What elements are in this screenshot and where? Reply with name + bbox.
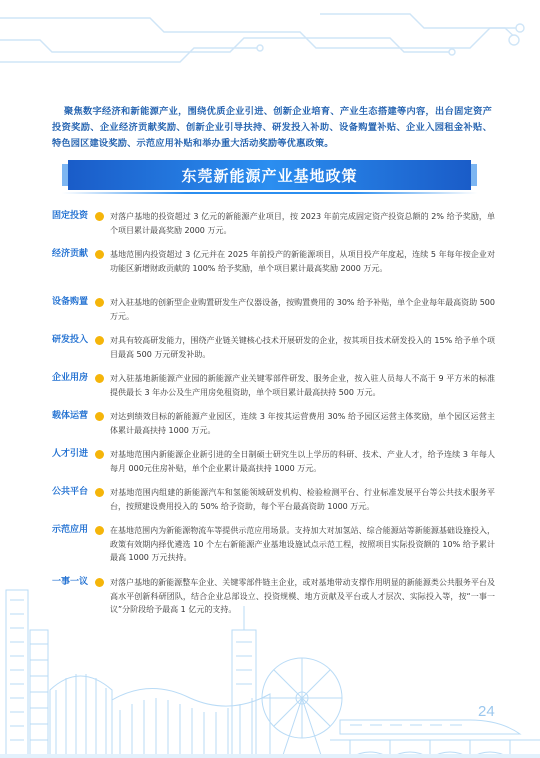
bullet-dot-icon xyxy=(95,212,104,221)
policy-label: 设备购置 xyxy=(52,297,89,307)
policy-label: 研发投入 xyxy=(52,335,89,345)
policy-label: 载体运营 xyxy=(52,411,89,421)
banner-title: 东莞新能源产业基地政策 xyxy=(68,160,471,190)
policy-label: 企业用房 xyxy=(52,373,89,383)
bullet-dot-icon xyxy=(95,374,104,383)
bullet-dot-icon xyxy=(95,298,104,307)
policy-label: 固定投资 xyxy=(52,211,89,221)
section-banner xyxy=(62,160,477,190)
page-number: 24 xyxy=(478,703,495,720)
policy-label: 一事一议 xyxy=(52,577,89,587)
banner-underline xyxy=(62,192,477,194)
policy-text: 对落户基地的新能源整车企业、关键零部件链主企业，或对基地带动支撑作用明显的新能源类公共服务平台及高水平创新科研团队，结合企业总部设立、投资规模、地方贡献及平台或人才层次、实际投入等，按“一事一议”分阶段给予最高 1 亿元的支持。 xyxy=(110,578,495,614)
bullet-dot-icon xyxy=(95,412,104,421)
policy-text: 对落户基地的投资超过 3 亿元的新能源产业项目，按 2023 年前完成固定资产投资总额的 2% 给予奖励，单个项目累计最高奖励 2000 万元。 xyxy=(110,212,495,235)
policy-text: 对入驻基地的创新型企业购置研发生产仪器设备，按购置费用的 30% 给予补贴，单个企业每年最高资助 500 万元。 xyxy=(110,298,495,321)
banner-right-cap xyxy=(471,164,477,186)
policy-label: 公共平台 xyxy=(52,487,89,497)
city-skyline-illustration xyxy=(0,570,540,758)
policy-label: 示范应用 xyxy=(52,525,89,535)
bullet-dot-icon xyxy=(95,450,104,459)
policy-label: 人才引进 xyxy=(52,449,89,459)
policy-text: 对具有较高研发能力，围绕产业链关键核心技术开展研发的企业，按其项目技术研发投入的 15% 给予单个项目最高 500 万元研发补助。 xyxy=(110,336,495,359)
circuit-line-decoration xyxy=(0,0,540,90)
policy-text: 在基地范围内为新能源物流车等提供示范应用场景。支持加大对加氢站、综合能源站等新能源基础设施投入，政策有效期内择优遴选 10 个左右新能源产业基地设施试点示范工程，按照项目实际投资额的 10% 给予累计最高 1000 万元扶持。 xyxy=(110,526,495,562)
policy-text: 对入驻基地新能源产业园的新能源产业关键零部件研发、服务企业，按入驻人员每人不高于 9 平方米的标准提供最长 3 年办公及生产用房免租资助，单个项目累计最高扶持 500 万元。 xyxy=(110,374,495,397)
bullet-dot-icon xyxy=(95,336,104,345)
policy-label: 经济贡献 xyxy=(52,249,89,259)
policy-text: 对基地范围内新能源企业新引进的全日制硕士研究生以上学历的科研、技术、产业人才，给予连续 3 年每人每月 000元住房补贴，单个企业累计最高扶持 1000 万元。 xyxy=(110,450,495,473)
policy-text: 对达到绩效目标的新能源产业园区，连续 3 年按其运营费用 30% 给予园区运营主体奖励，单个园区运营主体累计最高扶持 1000 万元。 xyxy=(110,412,495,435)
policy-text: 对基地范围内组建的新能源汽车和氢能领域研发机构、检验检测平台、行业标准发展平台等公共技术服务平台，按照建设费用投入的 50% 给予资助，每个平台最高资助 1000 万元。 xyxy=(110,488,495,511)
bullet-dot-icon xyxy=(95,526,104,535)
intro-paragraph: 聚焦数字经济和新能源产业，围绕优质企业引进、创新企业培育、产业生态搭建等内容，出台固定资产投资奖励、企业经济贡献奖励、创新企业引导扶持、研发投入补助、设备购置补贴、企业入园租金补贴、特色园区建设奖励、示范应用补贴和举办重大活动奖励等优惠政策。 xyxy=(52,106,492,149)
bullet-dot-icon xyxy=(95,488,104,497)
bullet-dot-icon xyxy=(95,250,104,259)
policy-text: 基地范围内投资超过 3 亿元并在 2025 年前投产的新能源项目，从项目投产年度起，连续 5 年每年按企业对功能区新增财政贡献的 100% 给予奖励，单个项目累计最高奖励 2000 万元。 xyxy=(110,250,495,273)
